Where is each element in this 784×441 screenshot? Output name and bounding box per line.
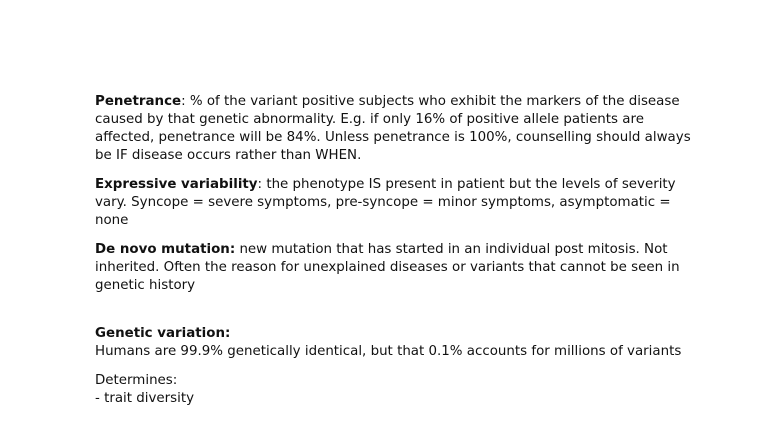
definition-text: : % of the variant positive subjects who exhibit the markers of the disease caused by that genetic abnormality. E.g. if only 16% of positive allele patients are affected, penetrance will be 84%. Unless penetrance is 100%, counselling should always be IF disease occurs rather than WHEN. — [95, 94, 691, 163]
document-body — [95, 93, 695, 408]
definition-term: Expressive variability — [95, 177, 258, 192]
definition-term: Penetrance — [95, 94, 182, 109]
definition-term: De novo mutation: — [95, 242, 236, 257]
section-heading-genetic-variation: Genetic variation: — [95, 326, 231, 341]
section-body: Humans are 99.9% genetically identical, but that 0.1% accounts for millions of variants — [95, 344, 682, 359]
list-item: - trait diversity — [95, 391, 195, 406]
definition-text: : the phenotype IS present in patient but the levels of severity vary. Syncope = severe symptoms, pre-syncope = minor symptoms, asymptomatic = none — [95, 177, 676, 228]
definition-penetrance — [95, 93, 695, 165]
definition-de-novo-mutation — [95, 241, 695, 295]
section-spacer — [95, 295, 695, 325]
definition-expressive-variability — [95, 176, 695, 230]
determines-label: Determines: — [95, 373, 178, 388]
definition-text: new mutation that has started in an individual post mitosis. Not inherited. Often the reason for unexplained diseases or variants that cannot be seen in genetic history — [95, 242, 680, 293]
